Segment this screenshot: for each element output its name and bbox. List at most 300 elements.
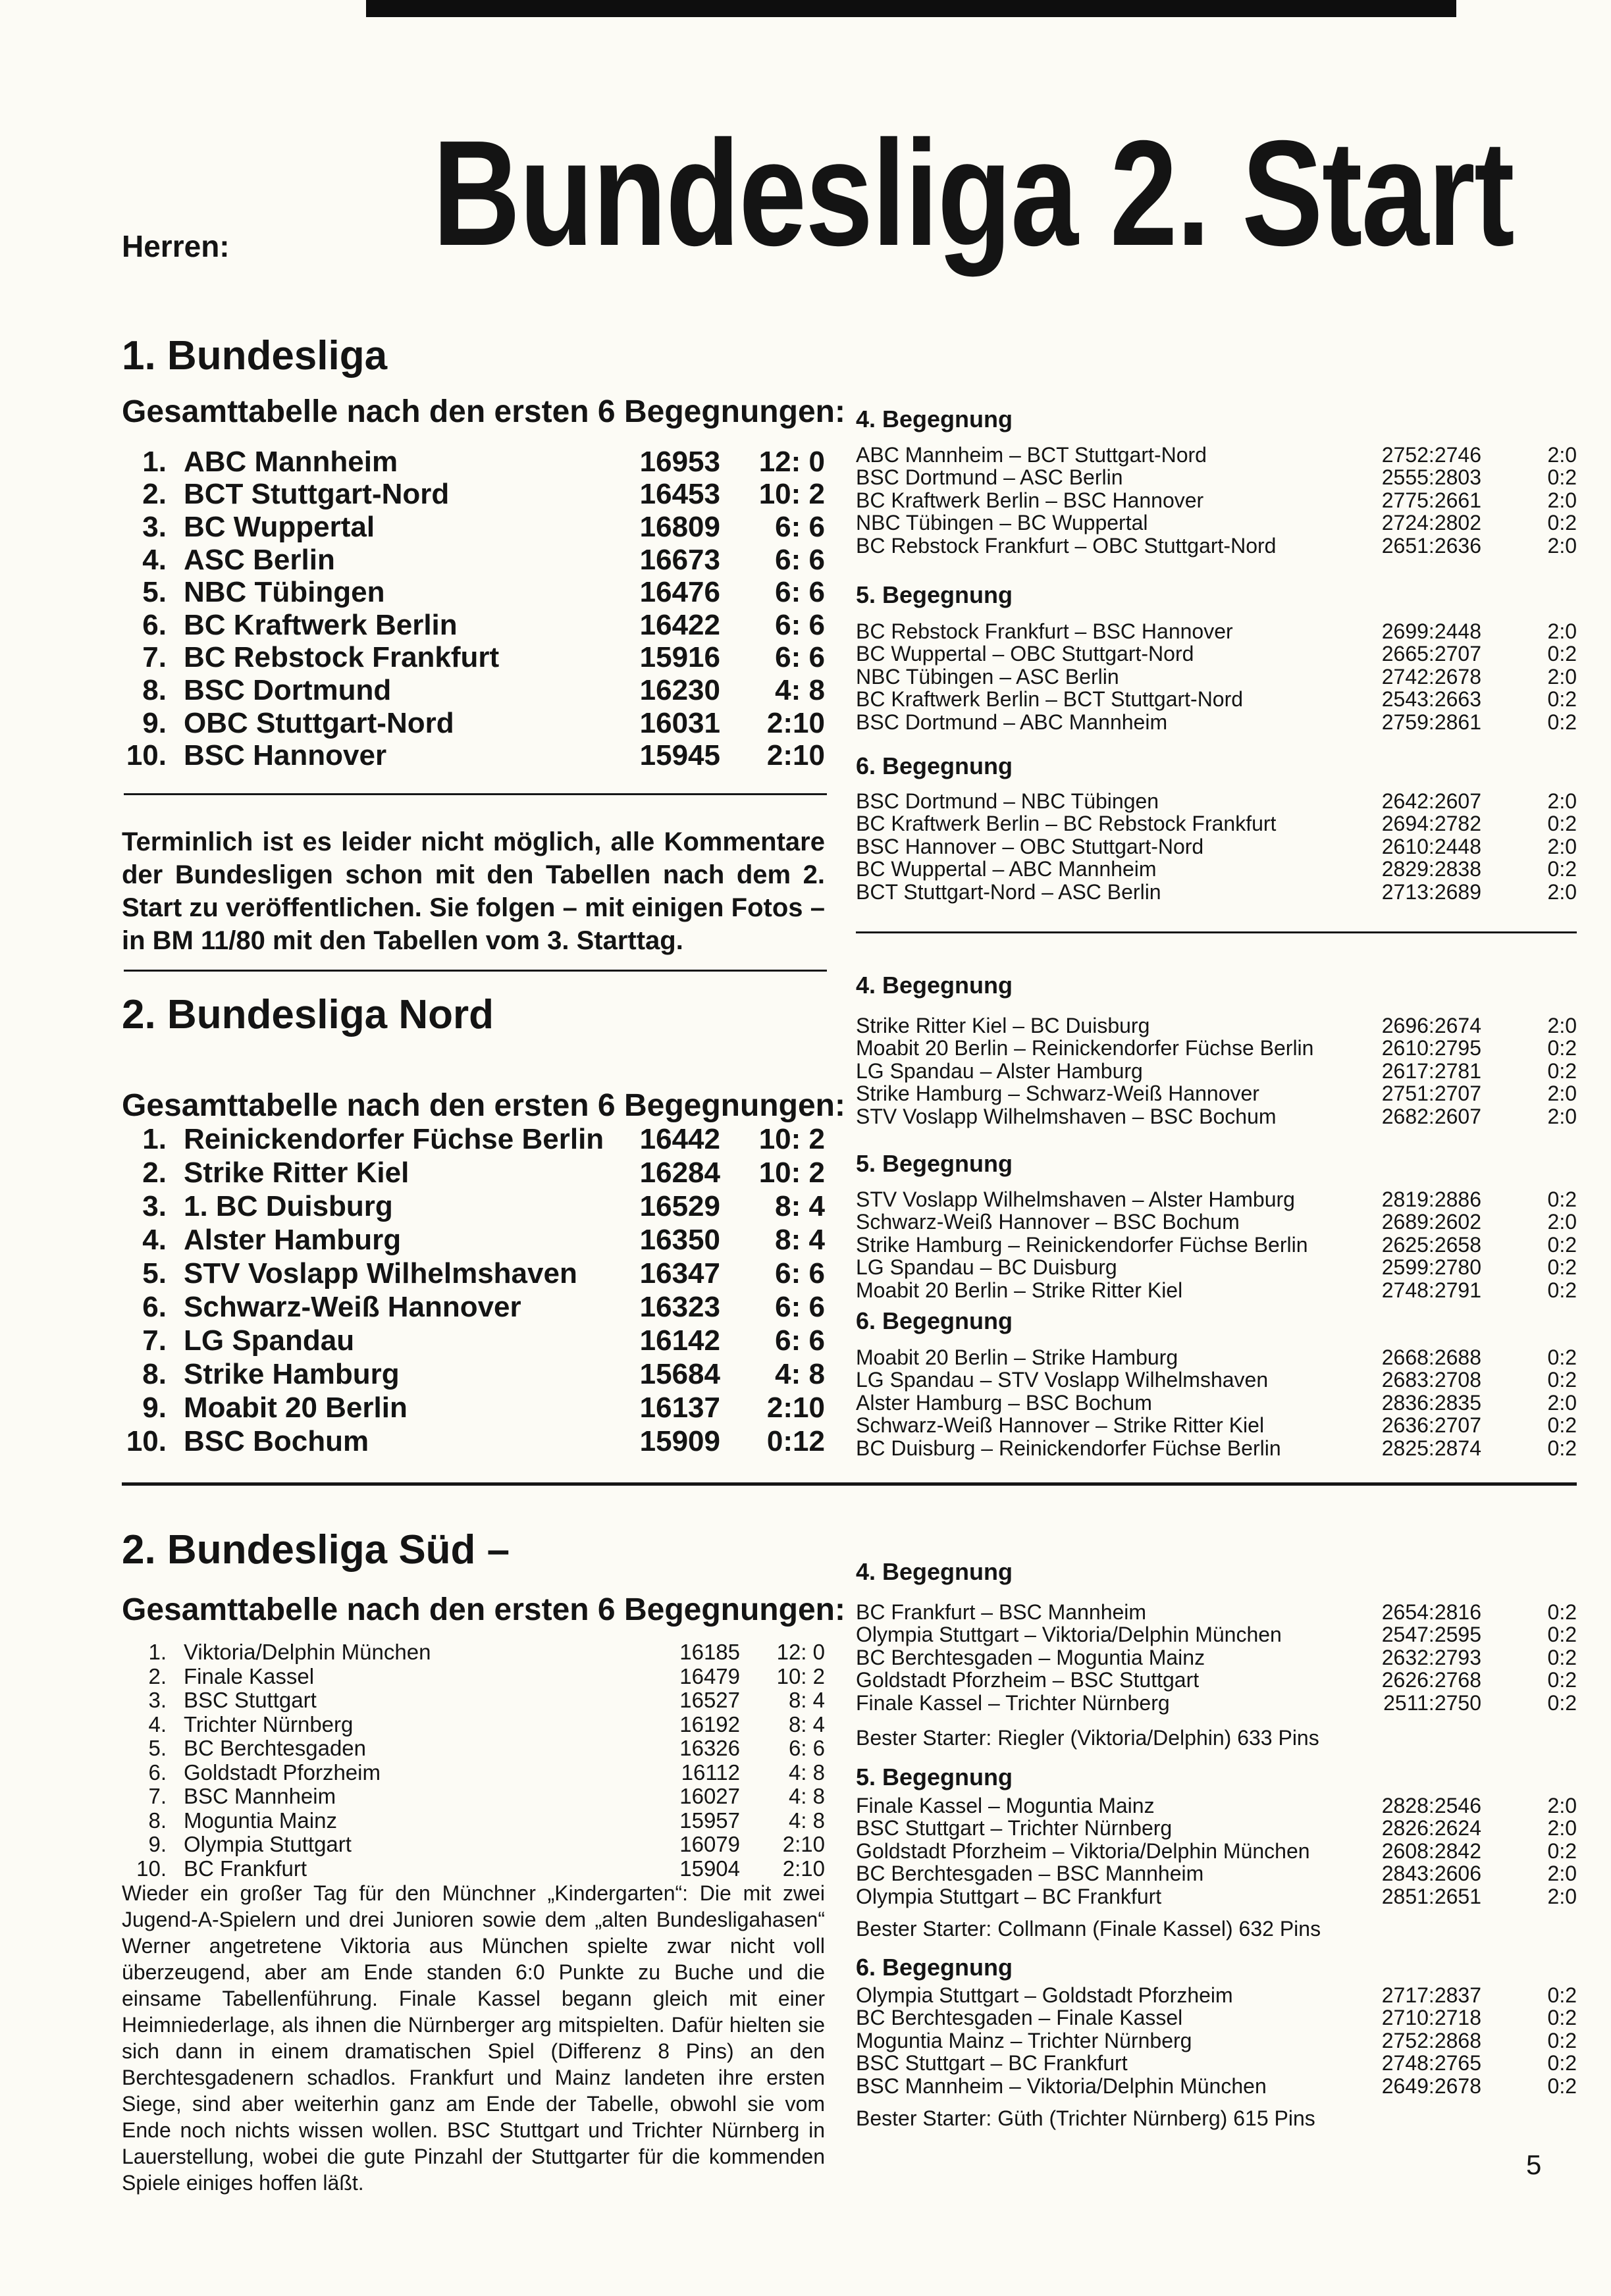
- standings-pins: 16284: [639, 1156, 720, 1189]
- match-points: 2:0: [1547, 834, 1577, 858]
- match-pairing: Schwarz-Weiß Hannover – Strike Ritter Kiel: [856, 1413, 1265, 1438]
- standings-pins: 16953: [639, 445, 720, 478]
- match-pairing: ABC Mannheim – BCT Stuttgart-Nord: [856, 442, 1207, 467]
- match-pairing: Moabit 20 Berlin – Strike Ritter Kiel: [856, 1278, 1183, 1302]
- standings-position: 4.: [142, 1223, 167, 1256]
- match-pairing: Olympia Stuttgart – BC Frankfurt: [856, 1884, 1162, 1908]
- standings-team: BC Wuppertal: [184, 510, 375, 543]
- standings-points: 10: 2: [758, 1156, 825, 1189]
- match-pairing: Moguntia Mainz – Trichter Nürnberg: [856, 2028, 1192, 2052]
- match-points: 0:2: [1547, 812, 1577, 836]
- standings-row: [122, 1391, 825, 1424]
- standings-points: 4: 8: [775, 1357, 825, 1390]
- standings-pins: 16192: [679, 1711, 740, 1736]
- match-row: [856, 643, 1577, 666]
- round-results: [856, 1014, 1577, 1128]
- match-score: 2748:2791: [1381, 1278, 1481, 1302]
- round-results: [856, 1601, 1577, 1715]
- standings-table-nord: [122, 1122, 825, 1458]
- standings-points: 10: 2: [776, 1663, 825, 1688]
- match-score: 2610:2448: [1381, 834, 1481, 858]
- match-row: [856, 790, 1577, 813]
- standings-position: 9.: [142, 1391, 167, 1424]
- divider: [856, 931, 1577, 933]
- match-pairing: Goldstadt Pforzheim – Viktoria/Delphin München: [856, 1839, 1310, 1863]
- match-score: 2682:2607: [1381, 1104, 1481, 1128]
- match-score: 2543:2663: [1381, 687, 1481, 712]
- match-row: [856, 1346, 1577, 1369]
- match-points: 0:2: [1547, 1436, 1577, 1460]
- standings-pins: 16031: [639, 706, 720, 739]
- standings-team: Strike Hamburg: [184, 1357, 400, 1390]
- standings-position: 5.: [142, 1257, 167, 1290]
- match-score: 2751:2707: [1381, 1082, 1481, 1106]
- match-points: 0:2: [1547, 2051, 1577, 2075]
- standings-position: 8.: [142, 673, 167, 706]
- round-results: [856, 444, 1577, 558]
- match-pairing: BSC Stuttgart – BC Frankfurt: [856, 2051, 1128, 2075]
- match-score: 2699:2448: [1381, 619, 1481, 643]
- match-points: 0:2: [1547, 1668, 1577, 1692]
- match-points: 0:2: [1547, 642, 1577, 666]
- match-row: [856, 1188, 1577, 1211]
- match-score: 2696:2674: [1381, 1013, 1481, 1037]
- match-pairing: STV Voslapp Wilhelmshaven – Alster Hamburg: [856, 1187, 1295, 1211]
- match-points: 0:2: [1547, 2006, 1577, 2030]
- match-score: 2625:2658: [1381, 1232, 1481, 1257]
- match-pairing: BC Berchtesgaden – BSC Mannheim: [856, 1862, 1204, 1886]
- match-pairing: BC Rebstock Frankfurt – OBC Stuttgart-Nord: [856, 533, 1277, 558]
- section-heading-sued: 2. Bundesliga Süd –: [122, 1527, 510, 1573]
- match-points: 0:2: [1547, 1345, 1577, 1369]
- standings-points: 8: 4: [775, 1223, 825, 1256]
- standings-row: [122, 1665, 825, 1689]
- best-starter-line: Bester Starter: Güth (Trichter Nürnberg) 615 Pins: [856, 2106, 1315, 2130]
- match-points: 2:0: [1547, 1884, 1577, 1908]
- round-heading: 6. Begegnung: [856, 1307, 1013, 1334]
- standings-points: 8: 4: [788, 1688, 825, 1713]
- standings-team: BC Frankfurt: [184, 1856, 307, 1881]
- match-pairing: BC Kraftwerk Berlin – BCT Stuttgart-Nord: [856, 687, 1244, 712]
- standings-points: 2:10: [766, 739, 825, 772]
- match-pairing: BC Wuppertal – ABC Mannheim: [856, 857, 1157, 881]
- standings-pins: 16027: [679, 1784, 740, 1809]
- standings-pins: 16479: [679, 1663, 740, 1688]
- match-score: 2829:2838: [1381, 857, 1481, 881]
- match-score: 2694:2782: [1381, 812, 1481, 836]
- match-score: 2742:2678: [1381, 664, 1481, 689]
- match-pairing: Olympia Stuttgart – Goldstadt Pforzheim: [856, 1983, 1233, 2007]
- match-row: [856, 1060, 1577, 1083]
- match-points: 0:2: [1547, 1278, 1577, 1302]
- match-score: 2626:2768: [1381, 1668, 1481, 1692]
- match-points: 0:2: [1547, 1232, 1577, 1257]
- match-row: [856, 1646, 1577, 1669]
- match-row: [856, 665, 1577, 689]
- standings-points: 2:10: [782, 1856, 825, 1881]
- standings-pins: 16079: [679, 1832, 740, 1857]
- standings-team: Reinickendorfer Füchse Berlin: [184, 1122, 604, 1155]
- standings-row: [122, 1223, 825, 1257]
- standings-pins: 16673: [639, 543, 720, 576]
- match-points: 0:2: [1547, 465, 1577, 490]
- standings-row: [122, 1761, 825, 1785]
- match-row: [856, 1415, 1577, 1438]
- standings-points: 4: 8: [788, 1760, 825, 1785]
- standings-row: [122, 707, 825, 740]
- match-points: 2:0: [1547, 619, 1577, 643]
- match-points: 0:2: [1547, 1368, 1577, 1392]
- standings-team: BSC Stuttgart: [184, 1688, 317, 1713]
- match-row: [856, 1984, 1577, 2007]
- standings-pins: 16422: [639, 608, 720, 641]
- match-points: 0:2: [1547, 1187, 1577, 1211]
- match-pairing: NBC Tübingen – ASC Berlin: [856, 664, 1119, 689]
- standings-points: 12: 0: [758, 445, 825, 478]
- match-row: [856, 1863, 1577, 1886]
- match-pairing: Strike Ritter Kiel – BC Duisburg: [856, 1013, 1150, 1037]
- round-results: [856, 1188, 1577, 1302]
- match-score: 2617:2781: [1381, 1058, 1481, 1083]
- standings-position: 3.: [142, 1189, 167, 1222]
- standings-pins: 16347: [639, 1257, 720, 1290]
- match-score: 2851:2651: [1381, 1884, 1481, 1908]
- section-divider: [122, 1482, 1577, 1486]
- match-points: 0:2: [1547, 1983, 1577, 2007]
- standings-points: 6: 6: [775, 1257, 825, 1290]
- match-score: 2752:2868: [1381, 2028, 1481, 2052]
- section-heading-nord: 2. Bundesliga Nord: [122, 992, 494, 1037]
- standings-team: BSC Bochum: [184, 1424, 369, 1457]
- standings-row: [122, 479, 825, 511]
- round-heading: 5. Begegnung: [856, 1150, 1013, 1177]
- standings-pins: 16442: [639, 1122, 720, 1155]
- match-points: 2:0: [1547, 1104, 1577, 1128]
- match-score: 2547:2595: [1381, 1623, 1481, 1647]
- standings-points: 2:10: [766, 706, 825, 739]
- round-heading: 4. Begegnung: [856, 1558, 1013, 1585]
- match-score: 2636:2707: [1381, 1413, 1481, 1438]
- standings-position: 10.: [126, 739, 167, 772]
- match-points: 2:0: [1547, 533, 1577, 558]
- standings-team: BC Berchtesgaden: [184, 1736, 367, 1761]
- standings-points: 8: 4: [788, 1711, 825, 1736]
- match-row: [856, 1669, 1577, 1692]
- standings-row: [122, 1324, 825, 1357]
- standings-position: 4.: [142, 543, 167, 576]
- match-score: 2710:2718: [1381, 2006, 1481, 2030]
- match-row: [856, 1794, 1577, 1817]
- match-points: 0:2: [1547, 2074, 1577, 2098]
- standings-position: 1.: [148, 1640, 167, 1665]
- match-score: 2511:2750: [1383, 1690, 1481, 1715]
- match-pairing: Goldstadt Pforzheim – BSC Stuttgart: [856, 1668, 1200, 1692]
- best-starter-line: Bester Starter: Riegler (Viktoria/Delphin) 633 Pins: [856, 1726, 1319, 1750]
- standings-table-sued: [122, 1640, 825, 1881]
- herren-label: Herren:: [122, 229, 230, 263]
- standings-pins: 16323: [639, 1290, 720, 1323]
- match-pairing: Moabit 20 Berlin – Strike Hamburg: [856, 1345, 1178, 1369]
- standings-row: [122, 576, 825, 609]
- match-row: [856, 2052, 1577, 2075]
- match-row: [856, 1601, 1577, 1624]
- standings-caption-bundesliga1: Gesamttabelle nach den ersten 6 Begegnungen:: [122, 394, 845, 429]
- match-pairing: BC Duisburg – Reinickendorfer Füchse Berlin: [856, 1436, 1281, 1460]
- standings-row: [122, 1785, 825, 1809]
- standings-row: [122, 609, 825, 642]
- match-points: 2:0: [1547, 789, 1577, 813]
- match-points: 2:0: [1547, 879, 1577, 904]
- match-score: 2599:2780: [1381, 1255, 1481, 1280]
- standings-position: 7.: [142, 1324, 167, 1357]
- match-score: 2665:2707: [1381, 642, 1481, 666]
- match-points: 0:2: [1547, 1623, 1577, 1647]
- standings-points: 6: 6: [775, 641, 825, 674]
- match-pairing: BC Berchtesgaden – Moguntia Mainz: [856, 1645, 1205, 1669]
- standings-position: 9.: [148, 1832, 167, 1857]
- standings-row: [122, 1424, 825, 1458]
- standings-position: 9.: [142, 706, 167, 739]
- match-points: 0:2: [1547, 710, 1577, 734]
- match-score: 2632:2793: [1381, 1645, 1481, 1669]
- standings-team: Goldstadt Pforzheim: [184, 1760, 381, 1785]
- standings-points: 4: 8: [788, 1784, 825, 1809]
- match-score: 2642:2607: [1381, 789, 1481, 813]
- standings-row: [122, 1857, 825, 1881]
- standings-points: 10: 2: [758, 478, 825, 511]
- match-pairing: BSC Dortmund – ASC Berlin: [856, 465, 1123, 490]
- standings-position: 7.: [148, 1784, 167, 1809]
- round-heading: 6. Begegnung: [856, 1954, 1013, 1981]
- standings-position: 3.: [142, 510, 167, 543]
- match-score: 2654:2816: [1381, 1600, 1481, 1624]
- match-points: 2:0: [1547, 1210, 1577, 1234]
- standings-pins: 16137: [639, 1391, 720, 1424]
- standings-pins: 15957: [679, 1808, 740, 1833]
- standings-row: [122, 446, 825, 479]
- match-row: [856, 489, 1577, 512]
- round-heading: 5. Begegnung: [856, 581, 1013, 608]
- standings-team: NBC Tübingen: [184, 576, 385, 609]
- match-row: [856, 2029, 1577, 2052]
- standings-pins: 16112: [681, 1760, 740, 1785]
- standings-team: Viktoria/Delphin München: [184, 1640, 431, 1665]
- standings-position: 10.: [126, 1424, 167, 1457]
- standings-row: [122, 1357, 825, 1391]
- standings-row: [122, 1122, 825, 1156]
- standings-points: 4: 8: [775, 673, 825, 706]
- match-pairing: BC Kraftwerk Berlin – BSC Hannover: [856, 488, 1204, 512]
- standings-team: STV Voslapp Wilhelmshaven: [184, 1257, 577, 1290]
- match-row: [856, 512, 1577, 535]
- standings-pins: 15909: [639, 1424, 720, 1457]
- match-row: [856, 1257, 1577, 1280]
- standings-team: BSC Mannheim: [184, 1784, 336, 1809]
- match-row: [856, 535, 1577, 558]
- standings-team: BCT Stuttgart-Nord: [184, 478, 450, 511]
- match-row: [856, 1817, 1577, 1840]
- standings-pins: 15684: [639, 1357, 720, 1390]
- match-points: 0:2: [1547, 1839, 1577, 1863]
- match-pairing: STV Voslapp Wilhelmshaven – BSC Bochum: [856, 1104, 1277, 1128]
- round-results: [856, 620, 1577, 734]
- standings-team: ASC Berlin: [184, 543, 335, 576]
- standings-points: 6: 6: [775, 576, 825, 609]
- standings-position: 6.: [142, 608, 167, 641]
- round-heading: 5. Begegnung: [856, 1763, 1013, 1790]
- standings-pins: 16185: [679, 1640, 740, 1665]
- match-points: 0:2: [1547, 1036, 1577, 1060]
- standings-position: 7.: [142, 641, 167, 674]
- match-score: 2775:2661: [1381, 488, 1481, 512]
- divider: [124, 793, 827, 795]
- standings-team: ABC Mannheim: [184, 445, 398, 478]
- standings-pins: 16230: [639, 673, 720, 706]
- match-points: 0:2: [1547, 857, 1577, 881]
- standings-caption-nord: Gesamttabelle nach den ersten 6 Begegnungen:: [122, 1088, 845, 1123]
- match-pairing: BC Frankfurt – BSC Mannheim: [856, 1600, 1147, 1624]
- match-score: 2748:2765: [1381, 2051, 1481, 2075]
- match-row: [856, 2007, 1577, 2030]
- standings-team: 1. BC Duisburg: [184, 1189, 393, 1222]
- match-pairing: Olympia Stuttgart – Viktoria/Delphin München: [856, 1623, 1282, 1647]
- standings-position: 5.: [148, 1736, 167, 1761]
- standings-position: 4.: [148, 1711, 167, 1736]
- match-score: 2608:2842: [1381, 1839, 1481, 1863]
- match-points: 0:2: [1547, 1645, 1577, 1669]
- match-pairing: BSC Mannheim – Viktoria/Delphin München: [856, 2074, 1267, 2098]
- match-row: [856, 1624, 1577, 1647]
- match-row: [856, 835, 1577, 858]
- standings-team: BC Rebstock Frankfurt: [184, 641, 500, 674]
- match-row: [856, 1083, 1577, 1106]
- match-row: [856, 813, 1577, 836]
- match-row: [856, 1369, 1577, 1392]
- standings-points: 6: 6: [775, 1290, 825, 1323]
- standings-position: 6.: [142, 1290, 167, 1323]
- round-results: [856, 1984, 1577, 2098]
- match-points: 0:2: [1547, 1058, 1577, 1083]
- match-pairing: BSC Dortmund – ABC Mannheim: [856, 710, 1168, 734]
- match-pairing: BC Wuppertal – OBC Stuttgart-Nord: [856, 642, 1194, 666]
- match-score: 2819:2886: [1381, 1187, 1481, 1211]
- match-points: 2:0: [1547, 1082, 1577, 1106]
- standings-team: Moguntia Mainz: [184, 1808, 337, 1833]
- match-row: [856, 1692, 1577, 1715]
- match-points: 2:0: [1547, 664, 1577, 689]
- standings-pins: 16142: [639, 1324, 720, 1357]
- standings-row: [122, 511, 825, 544]
- standings-team: Alster Hamburg: [184, 1223, 402, 1256]
- sued-commentary: Wieder ein großer Tag für den Münchner „Kindergarten“: Die mit zwei Jugend-A-Spielern und drei Junioren sowie dem „alten Bundesligahasen“ Werner angetretene Viktoria aus München spielte zwar nicht voll überzeugend, aber am Ende standen 6:0 Punkte zu Buche und die einsame Tabellenführung. Finale Kassel begann gleich mit einer Heimniederlage, als ihnen die Nürnberger arg mitspielten. Dafür hielten sie sich dann in einem dramatischen Spiel (Differenz 8 Pins) an den Berchtesgadenern schadlos. Frankfurt und Mainz landeten ihre ersten Siege, sind aber weiterhin ganz am Ende der Tabelle, obwohl sie vom Ende noch nichts wissen wollen. BSC Stuttgart und Trichter Nürnberg in Lauerstellung, wobei die gute Pinzahl der Stuttgarter für die kommenden Spiele einiges hoffen läßt.: [122, 1881, 825, 2195]
- standings-row: [122, 544, 825, 577]
- standings-points: 6: 6: [775, 1324, 825, 1357]
- match-row: [856, 1014, 1577, 1037]
- match-pairing: BC Kraftwerk Berlin – BC Rebstock Frankfurt: [856, 812, 1277, 836]
- standings-pins: 16529: [639, 1189, 720, 1222]
- match-pairing: Strike Hamburg – Schwarz-Weiß Hannover: [856, 1082, 1259, 1106]
- standings-points: 6: 6: [775, 608, 825, 641]
- standings-pins: 16453: [639, 478, 720, 511]
- match-pairing: Strike Hamburg – Reinickendorfer Füchse Berlin: [856, 1232, 1308, 1257]
- match-row: [856, 858, 1577, 881]
- standings-team: Trichter Nürnberg: [184, 1711, 354, 1736]
- standings-position: 2.: [142, 1156, 167, 1189]
- round-heading: 4. Begegnung: [856, 405, 1013, 432]
- match-row: [856, 1234, 1577, 1257]
- standings-position: 3.: [148, 1688, 167, 1713]
- standings-position: 1.: [142, 445, 167, 478]
- standings-row: [122, 1257, 825, 1290]
- standings-position: 5.: [142, 576, 167, 609]
- standings-row: [122, 674, 825, 707]
- page-number: 5: [1526, 2149, 1542, 2180]
- match-pairing: Finale Kassel – Moguntia Mainz: [856, 1793, 1155, 1817]
- match-row: [856, 2075, 1577, 2098]
- standings-points: 0:12: [766, 1424, 825, 1457]
- standings-points: 2:10: [782, 1832, 825, 1857]
- round-heading: 4. Begegnung: [856, 972, 1013, 999]
- round-results: [856, 1794, 1577, 1908]
- match-points: 2:0: [1547, 1862, 1577, 1886]
- standings-team: Strike Ritter Kiel: [184, 1156, 409, 1189]
- standings-row: [122, 1809, 825, 1833]
- match-pairing: BCT Stuttgart-Nord – ASC Berlin: [856, 879, 1161, 904]
- standings-row: [122, 1688, 825, 1713]
- standings-points: 2:10: [766, 1391, 825, 1424]
- standings-points: 6: 6: [775, 543, 825, 576]
- standings-points: 4: 8: [788, 1808, 825, 1833]
- standings-row: [122, 1189, 825, 1223]
- match-row: [856, 620, 1577, 643]
- standings-points: 6: 6: [775, 510, 825, 543]
- standings-position: 6.: [148, 1760, 167, 1785]
- match-row: [856, 1105, 1577, 1128]
- divider: [124, 970, 827, 972]
- page-title: Bundesliga 2. Start: [433, 110, 1514, 277]
- match-score: 2713:2689: [1381, 879, 1481, 904]
- match-pairing: Moabit 20 Berlin – Reinickendorfer Füchse Berlin: [856, 1036, 1314, 1060]
- match-row: [856, 467, 1577, 490]
- round-results: [856, 790, 1577, 904]
- match-pairing: NBC Tübingen – BC Wuppertal: [856, 511, 1148, 535]
- match-score: 2843:2606: [1381, 1862, 1481, 1886]
- match-row: [856, 689, 1577, 712]
- match-score: 2683:2708: [1381, 1368, 1481, 1392]
- match-points: 2:0: [1547, 1816, 1577, 1840]
- match-pairing: Alster Hamburg – BSC Bochum: [856, 1390, 1152, 1415]
- standings-team: OBC Stuttgart-Nord: [184, 706, 454, 739]
- match-points: 2:0: [1547, 1793, 1577, 1817]
- match-row: [856, 881, 1577, 904]
- match-pairing: BSC Hannover – OBC Stuttgart-Nord: [856, 834, 1204, 858]
- standings-position: 10.: [136, 1856, 167, 1881]
- standings-row: [122, 642, 825, 675]
- standings-table-bundesliga1: [122, 446, 825, 772]
- standings-team: Olympia Stuttgart: [184, 1832, 352, 1857]
- standings-pins: 15916: [639, 641, 720, 674]
- match-row: [856, 444, 1577, 467]
- match-points: 0:2: [1547, 2028, 1577, 2052]
- match-row: [856, 1211, 1577, 1234]
- match-points: 0:2: [1547, 1690, 1577, 1715]
- standings-caption-sued: Gesamttabelle nach den ersten 6 Begegnungen:: [122, 1592, 845, 1627]
- standings-position: 8.: [148, 1808, 167, 1833]
- match-points: 2:0: [1547, 488, 1577, 512]
- match-pairing: LG Spandau – STV Voslapp Wilhelmshaven: [856, 1368, 1269, 1392]
- match-row: [856, 1392, 1577, 1415]
- match-score: 2610:2795: [1381, 1036, 1481, 1060]
